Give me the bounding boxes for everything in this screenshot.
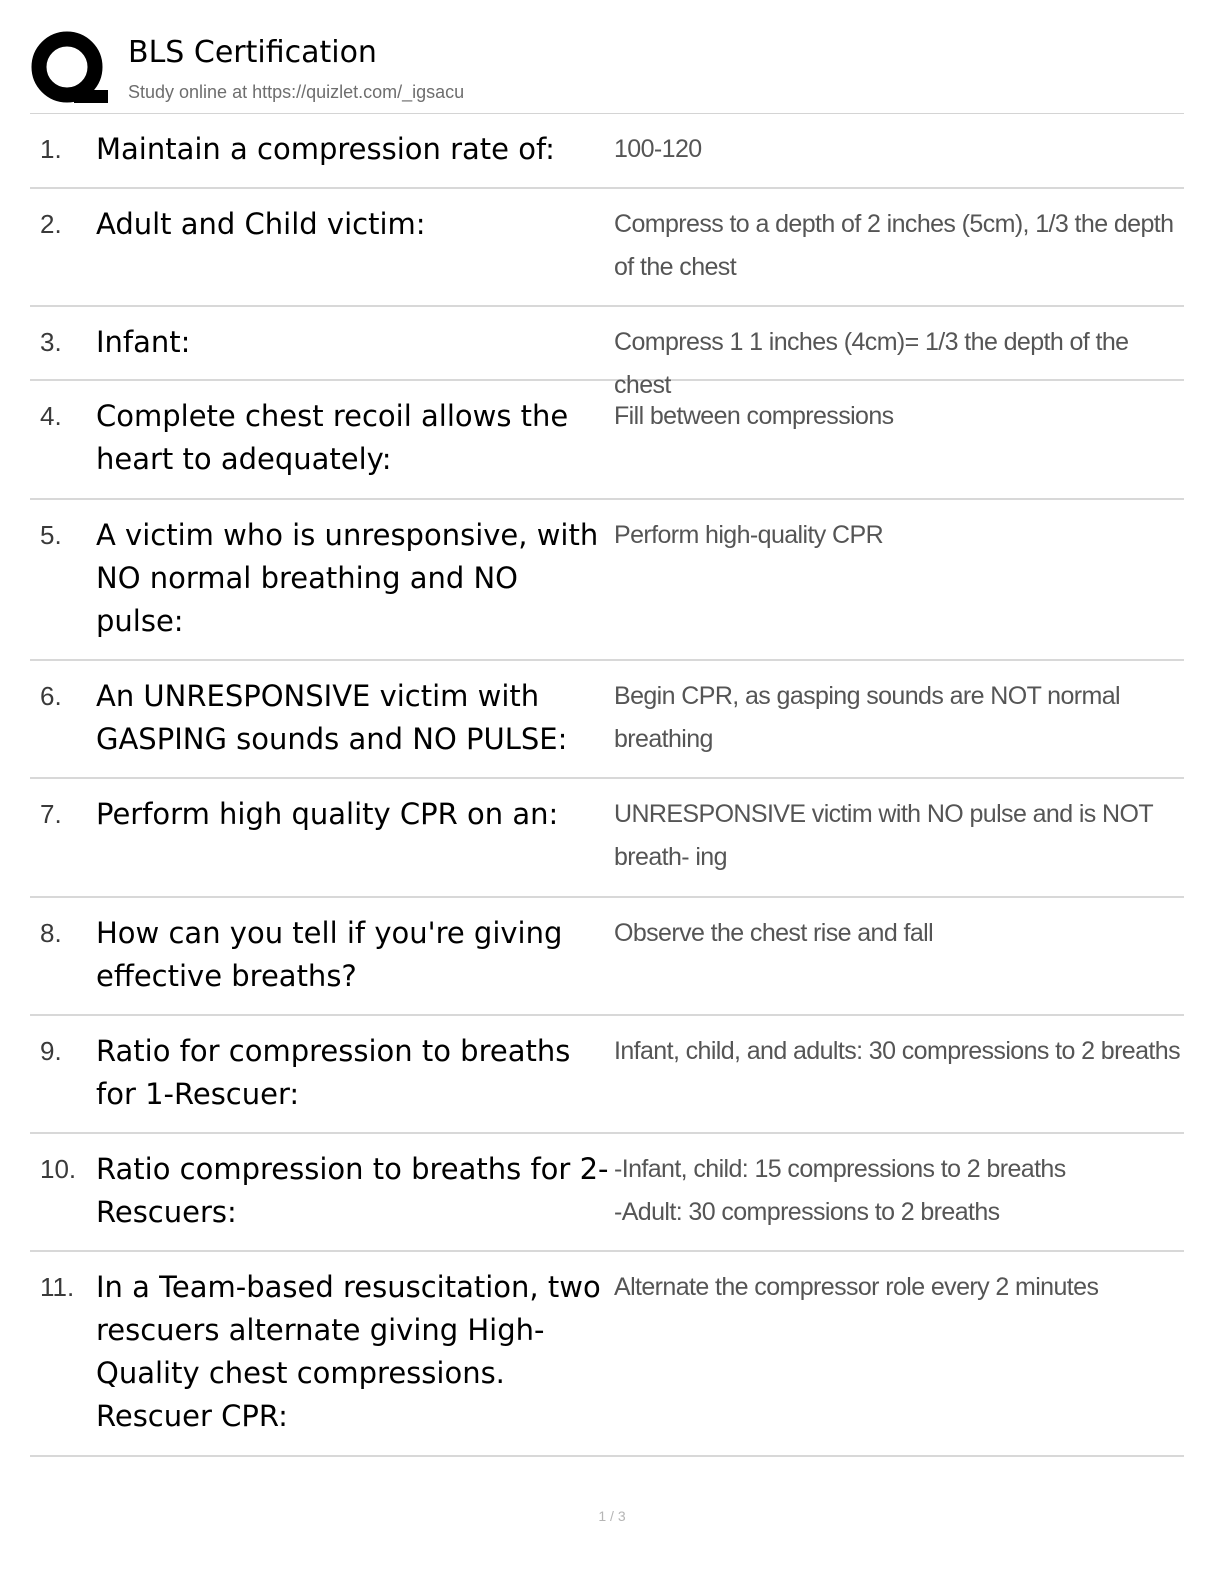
card-number: 3. (40, 327, 62, 357)
card-definition: Infant, child, and adults: 30 compressions to 2 breaths (614, 1037, 1180, 1065)
card-number: 6. (40, 681, 62, 711)
flashcard-row (30, 661, 1184, 779)
card-number: 4. (40, 401, 62, 431)
quizlet-logo-icon (30, 30, 110, 110)
card-term: In a Team-based resuscitation, two rescuers alternate giving High-Quality chest compressions. Rescuer CPR: (96, 1270, 601, 1433)
flashcard-row (30, 500, 1184, 661)
card-term: Infant: (96, 325, 191, 359)
card-definition: 100-120 (614, 135, 702, 163)
card-definition: Fill between compressions (614, 402, 894, 430)
card-number: 2. (40, 209, 62, 239)
flashcard-row (30, 189, 1184, 307)
card-term: Ratio compression to breaths for 2- Rescuers: (96, 1152, 609, 1229)
card-number: 5. (40, 520, 62, 550)
card-term: Maintain a compression rate of: (96, 132, 555, 166)
flashcard-row (30, 779, 1184, 898)
flashcard-row (30, 1134, 1184, 1252)
card-term: Perform high quality CPR on an: (96, 797, 559, 831)
card-term: An UNRESPONSIVE victim with GASPING sounds and NO PULSE: (96, 679, 568, 756)
document-header (30, 28, 1184, 114)
flashcard-row (30, 1016, 1184, 1134)
card-definition: Observe the chest rise and fall (614, 919, 934, 947)
card-number: 7. (40, 799, 62, 829)
card-term: Ratio for compression to breaths for 1-Rescuer: (96, 1034, 571, 1111)
card-term: Adult and Child victim: (96, 207, 426, 241)
card-term: A victim who is unresponsive, with NO normal breathing and NO pulse: (96, 518, 599, 638)
card-definition: UNRESPONSIVE victim with NO pulse and is NOT breath- ing (614, 800, 1153, 871)
flashcard-row (30, 898, 1184, 1016)
card-number: 8. (40, 918, 62, 948)
card-term: How can you tell if you're giving effective breaths? (96, 916, 563, 993)
flashcard-row (30, 307, 1184, 399)
document-title: BLS Certification (128, 35, 377, 70)
flashcard-row (30, 114, 1184, 189)
page-number: 1 / 3 (598, 1508, 626, 1524)
card-definition: Alternate the compressor role every 2 minutes (614, 1273, 1099, 1301)
card-definition: Perform high-quality CPR (614, 521, 884, 549)
card-definition: Compress to a depth of 2 inches (5cm), 1/3 the depth of the chest (614, 210, 1174, 281)
card-number: 10. (40, 1154, 77, 1184)
card-number: 9. (40, 1036, 62, 1066)
card-number: 1. (40, 134, 62, 164)
flashcard-list (30, 114, 1184, 1457)
card-definition: Compress 1 1 inches (4cm)= 1/3 the depth of the chest (614, 328, 1129, 399)
flashcard-row (30, 1252, 1184, 1457)
card-definition: -Infant, child: 15 compressions to 2 breaths -Adult: 30 compressions to 2 breaths (614, 1155, 1066, 1226)
card-definition: Begin CPR, as gasping sounds are NOT normal breathing (614, 682, 1120, 753)
flashcard-row (30, 381, 1184, 500)
card-number: 11. (40, 1272, 75, 1302)
study-online-link[interactable]: Study online at https://quizlet.com/_igsacu (128, 82, 465, 102)
card-term: Complete chest recoil allows the heart to adequately: (96, 399, 569, 476)
